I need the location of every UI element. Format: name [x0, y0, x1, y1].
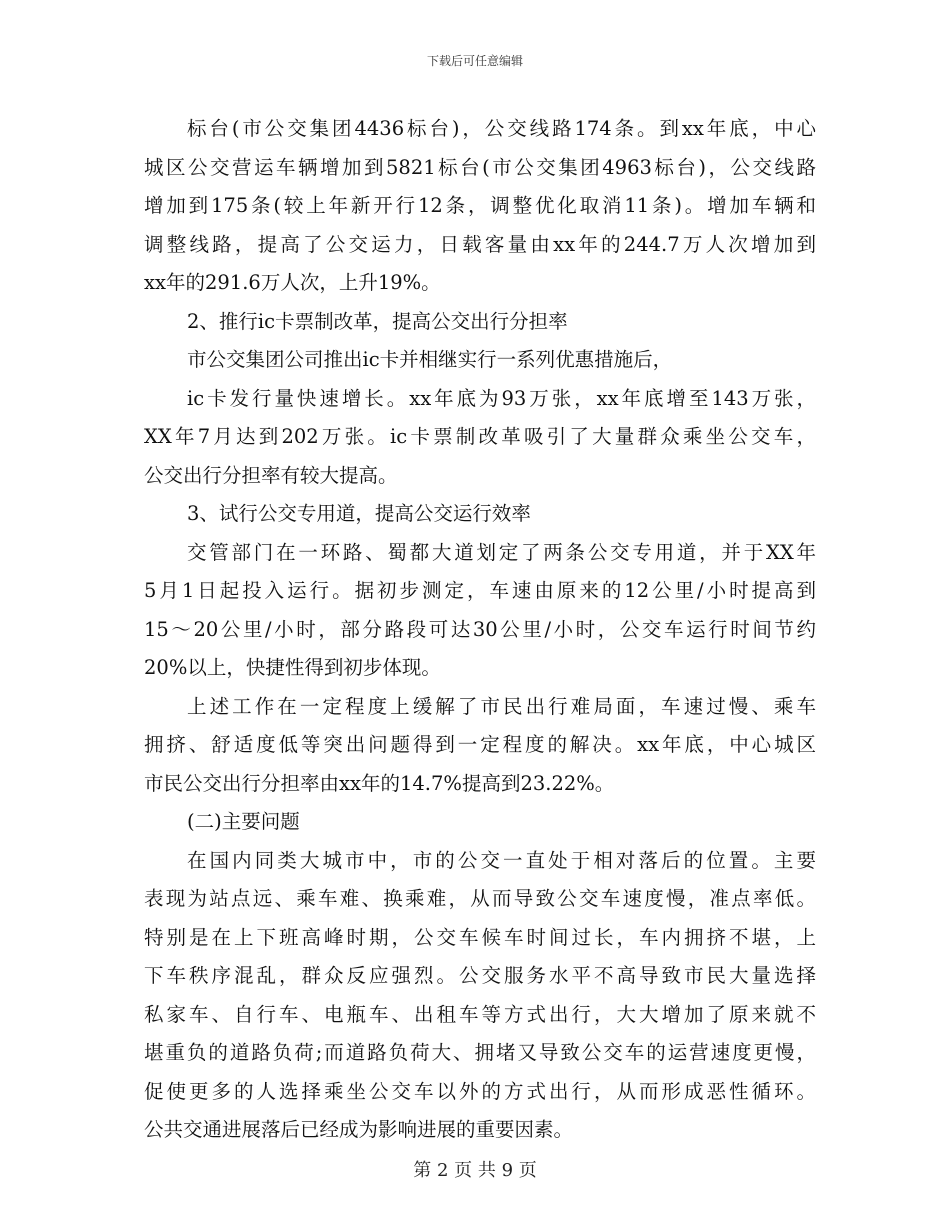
page-header: 下载后可任意编辑 [426, 54, 523, 68]
page-footer: 第 2 页 共 9 页 [413, 1160, 537, 1181]
text-line: 堪重负的道路负荷;而道路负荷大、拥堵又导致公交车的运营速度更慢， [144, 1041, 816, 1064]
text-line: ic卡发行量快速增长。xx年底为93万张，xx年底增至143万张， [187, 386, 816, 410]
text-line: (二)主要问题 [187, 810, 300, 833]
text-line: 在国内同类大城市中，市的公交一直处于相对落后的位置。主要 [187, 848, 816, 872]
text-line: 5月1日起投入运行。据初步测定，车速由原来的12公里/小时提高到 [144, 579, 816, 602]
text-line: xx年的291.6万人次，上升19%。 [144, 271, 441, 294]
text-line: 增加到175条(较上年新开行12条，调整优化取消11条)。增加车辆和 [144, 194, 816, 217]
text-line: 城区公交营运车辆增加到5821标台(市公交集团4963标台)，公交线路 [144, 155, 816, 179]
text-line: 2、推行ic卡票制改革，提高公交出行分担率 [187, 309, 568, 333]
text-line: 20%以上，快捷性得到初步体现。 [144, 656, 441, 679]
text-line: 促使更多的人选择乘坐公交车以外的方式出行，从而形成恶性循环。 [144, 1079, 816, 1103]
text-line: 表现为站点远、乘车难、换乘难，从而导致公交车速度慢，准点率低。 [144, 887, 816, 910]
text-line: XX年7月达到202万张。ic卡票制改革吸引了大量群众乘坐公交车， [144, 425, 816, 448]
text-line: 市民公交出行分担率由xx年的14.7%提高到23.22%。 [144, 771, 615, 795]
text-line: 上述工作在一定程度上缓解了市民出行难局面，车速过慢、乘车 [187, 694, 816, 718]
text-line: 特别是在上下班高峰时期，公交车候车时间过长，车内拥挤不堪，上 [144, 925, 816, 949]
text-line: 调整线路，提高了公交运力，日载客量由xx年的244.7万人次增加到 [144, 232, 816, 256]
text-line: 标台(市公交集团4436标台)，公交线路174条。到xx年底，中心 [187, 117, 816, 140]
text-line: 市公交集团公司推出ic卡并相继实行一系列优惠措施后， [187, 348, 673, 371]
text-line: 3、试行公交专用道，提高公交运行效率 [187, 502, 531, 525]
text-line: 交管部门在一环路、蜀都大道划定了两条公交专用道，并于XX年 [187, 540, 816, 564]
text-line: 15～20公里/小时，部分路段可达30公里/小时，公交车运行时间节约 [144, 617, 816, 641]
document-body [144, 110, 816, 1150]
text-line: 私家车、自行车、电瓶车、出租车等方式出行，大大增加了原来就不 [144, 1002, 816, 1026]
text-line: 下车秩序混乱，群众反应强烈。公交服务水平不高导致市民大量选择 [144, 964, 816, 987]
text-line: 拥挤、舒适度低等突出问题得到一定程度的解决。xx年底，中心城区 [144, 733, 816, 756]
text-line: 公共交通进展落后已经成为影响进展的重要因素。 [144, 1118, 574, 1141]
text-line: 公交出行分担率有较大提高。 [144, 463, 398, 487]
